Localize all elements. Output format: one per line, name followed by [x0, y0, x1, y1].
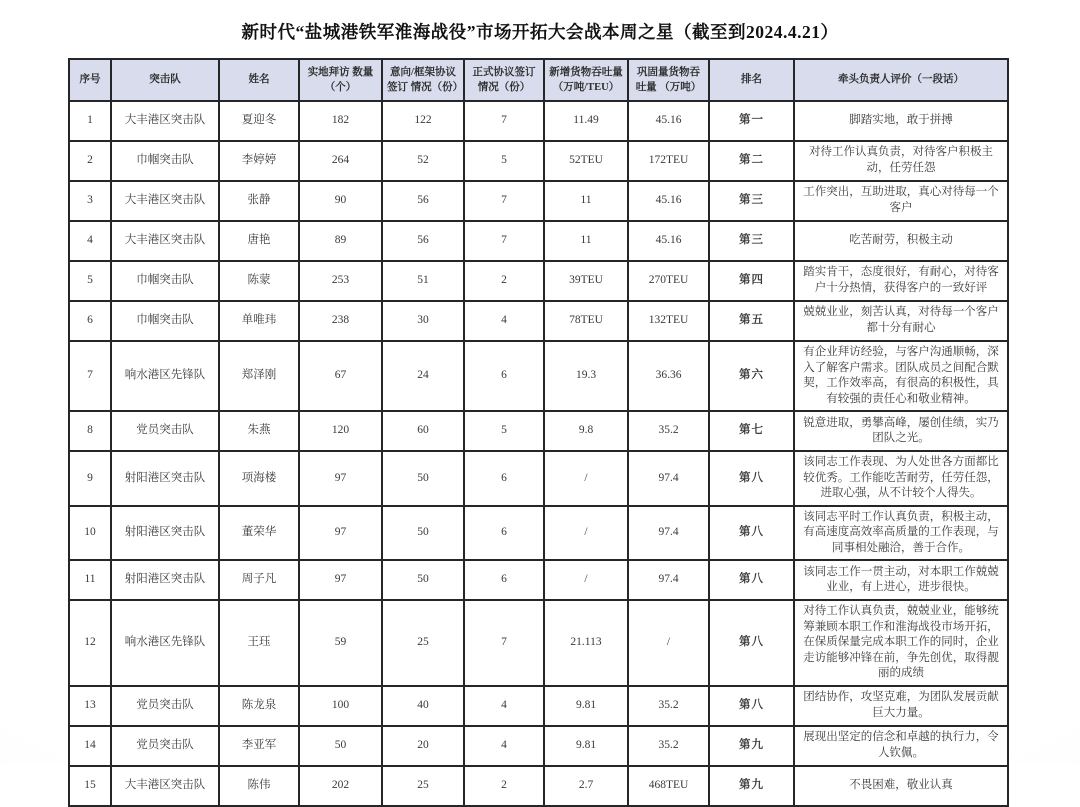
cell-consolidated-throughput: 45.16 — [628, 181, 709, 221]
column-header: 序号 — [69, 59, 111, 101]
cell-intent-agreements: 50 — [382, 506, 464, 561]
cell-comment: 该同志工作一贯主动，对本职工作兢兢业业，有上进心，进步很快。 — [794, 560, 1008, 600]
cell-formal-agreements: 6 — [464, 560, 544, 600]
cell-consolidated-throughput: 97.4 — [628, 560, 709, 600]
cell-consolidated-throughput: 270TEU — [628, 261, 709, 301]
cell-new-throughput: 9.81 — [544, 686, 628, 726]
cell-name: 夏迎冬 — [219, 101, 299, 141]
cell-formal-agreements: 4 — [464, 686, 544, 726]
cell-visits: 67 — [299, 341, 382, 411]
cell-consolidated-throughput: 35.2 — [628, 411, 709, 451]
cell-comment: 锐意进取，勇攀高峰，屡创佳绩，实乃团队之光。 — [794, 411, 1008, 451]
cell-intent-agreements: 60 — [382, 411, 464, 451]
cell-intent-agreements: 56 — [382, 221, 464, 261]
table-row — [69, 451, 1008, 506]
cell-comment: 对待工作认真负责，对待客户积极主动，任劳任怨 — [794, 141, 1008, 181]
cell-formal-agreements: 5 — [464, 411, 544, 451]
cell-rank: 第七 — [709, 411, 794, 451]
cell-intent-agreements: 56 — [382, 181, 464, 221]
column-header: 排名 — [709, 59, 794, 101]
column-header: 意向/框架协议签订 情况（份） — [382, 59, 464, 101]
cell-visits: 264 — [299, 141, 382, 181]
cell-index: 7 — [69, 341, 111, 411]
cell-rank: 第六 — [709, 341, 794, 411]
cell-comment: 吃苦耐劳，积极主动 — [794, 221, 1008, 261]
cell-visits: 50 — [299, 726, 382, 766]
cell-team: 党员突击队 — [111, 411, 219, 451]
column-header: 牵头负责人评价（一段话） — [794, 59, 1008, 101]
cell-new-throughput: 2.7 — [544, 766, 628, 806]
cell-team: 响水港区先锋队 — [111, 341, 219, 411]
cell-formal-agreements: 6 — [464, 451, 544, 506]
cell-name: 王珏 — [219, 600, 299, 686]
cell-team: 大丰港区突击队 — [111, 766, 219, 806]
cell-intent-agreements: 30 — [382, 301, 464, 341]
cell-intent-agreements: 20 — [382, 726, 464, 766]
cell-name: 唐艳 — [219, 221, 299, 261]
cell-comment: 工作突出，互助进取，真心对待每一个客户 — [794, 181, 1008, 221]
cell-team: 大丰港区突击队 — [111, 221, 219, 261]
cell-index: 5 — [69, 261, 111, 301]
table-row — [69, 726, 1008, 766]
cell-rank: 第八 — [709, 686, 794, 726]
cell-intent-agreements: 24 — [382, 341, 464, 411]
cell-name: 李婷婷 — [219, 141, 299, 181]
table-row — [69, 101, 1008, 141]
cell-index: 2 — [69, 141, 111, 181]
cell-formal-agreements: 6 — [464, 506, 544, 561]
column-header: 巩固量货物吞吐量 （万吨） — [628, 59, 709, 101]
cell-rank: 第五 — [709, 301, 794, 341]
table-row — [69, 141, 1008, 181]
cell-comment: 展现出坚定的信念和卓越的执行力，令人钦佩。 — [794, 726, 1008, 766]
cell-comment: 踏实肯干，态度很好，有耐心，对待客户十分热情，获得客户的一致好评 — [794, 261, 1008, 301]
cell-new-throughput: / — [544, 506, 628, 561]
column-header: 正式协议签订 情况（份） — [464, 59, 544, 101]
cell-new-throughput: 52TEU — [544, 141, 628, 181]
column-header: 实地拜访 数量（个） — [299, 59, 382, 101]
cell-new-throughput: 11.49 — [544, 101, 628, 141]
cell-rank: 第九 — [709, 766, 794, 806]
table-header-row — [69, 59, 1008, 101]
cell-new-throughput: 11 — [544, 181, 628, 221]
cell-name: 张静 — [219, 181, 299, 221]
cell-new-throughput: 19.3 — [544, 341, 628, 411]
cell-name: 陈伟 — [219, 766, 299, 806]
cell-comment: 该同志平时工作认真负责，积极主动，有高速度高效率高质量的工作表现，与同事相处融洽，善于合作。 — [794, 506, 1008, 561]
cell-rank: 第三 — [709, 181, 794, 221]
cell-visits: 97 — [299, 560, 382, 600]
cell-intent-agreements: 50 — [382, 560, 464, 600]
cell-visits: 97 — [299, 451, 382, 506]
cell-comment: 不畏困难，敬业认真 — [794, 766, 1008, 806]
cell-index: 6 — [69, 301, 111, 341]
cell-formal-agreements: 2 — [464, 261, 544, 301]
cell-team: 巾帼突击队 — [111, 141, 219, 181]
table-row — [69, 341, 1008, 411]
cell-formal-agreements: 7 — [464, 101, 544, 141]
cell-consolidated-throughput: 132TEU — [628, 301, 709, 341]
cell-rank: 第三 — [709, 221, 794, 261]
cell-team: 射阳港区突击队 — [111, 451, 219, 506]
cell-consolidated-throughput: / — [628, 600, 709, 686]
cell-name: 李亚军 — [219, 726, 299, 766]
cell-index: 3 — [69, 181, 111, 221]
table-row — [69, 560, 1008, 600]
cell-consolidated-throughput: 45.16 — [628, 221, 709, 261]
cell-visits: 182 — [299, 101, 382, 141]
cell-new-throughput: 9.8 — [544, 411, 628, 451]
cell-name: 单唯玮 — [219, 301, 299, 341]
cell-comment: 脚踏实地，敢于拼搏 — [794, 101, 1008, 141]
cell-comment: 兢兢业业，刻苦认真，对待每一个客户都十分有耐心 — [794, 301, 1008, 341]
cell-name: 朱燕 — [219, 411, 299, 451]
cell-formal-agreements: 6 — [464, 341, 544, 411]
column-header: 新增货物吞吐量 （万吨/TEU） — [544, 59, 628, 101]
cell-consolidated-throughput: 172TEU — [628, 141, 709, 181]
cell-intent-agreements: 50 — [382, 451, 464, 506]
table-row — [69, 411, 1008, 451]
cell-visits: 97 — [299, 506, 382, 561]
cell-comment: 有企业拜访经验，与客户沟通顺畅，深入了解客户需求。团队成员之间配合默契，工作效率高，有很高的积极性，具有较强的责任心和敬业精神。 — [794, 341, 1008, 411]
table-row — [69, 506, 1008, 561]
cell-visits: 100 — [299, 686, 382, 726]
cell-visits: 202 — [299, 766, 382, 806]
cell-intent-agreements: 25 — [382, 766, 464, 806]
cell-consolidated-throughput: 35.2 — [628, 686, 709, 726]
cell-rank: 第九 — [709, 726, 794, 766]
cell-consolidated-throughput: 36.36 — [628, 341, 709, 411]
cell-team: 巾帼突击队 — [111, 261, 219, 301]
cell-index: 12 — [69, 600, 111, 686]
cell-comment: 该同志工作表现、为人处世各方面都比较优秀。工作能吃苦耐劳，任劳任怨，进取心强，从不计较个人得失。 — [794, 451, 1008, 506]
cell-new-throughput: / — [544, 451, 628, 506]
cell-name: 项海楼 — [219, 451, 299, 506]
cell-team: 大丰港区突击队 — [111, 181, 219, 221]
cell-rank: 第二 — [709, 141, 794, 181]
cell-consolidated-throughput: 97.4 — [628, 506, 709, 561]
cell-index: 13 — [69, 686, 111, 726]
cell-index: 14 — [69, 726, 111, 766]
column-header: 突击队 — [111, 59, 219, 101]
cell-consolidated-throughput: 45.16 — [628, 101, 709, 141]
cell-index: 11 — [69, 560, 111, 600]
cell-index: 1 — [69, 101, 111, 141]
cell-intent-agreements: 25 — [382, 600, 464, 686]
cell-rank: 第四 — [709, 261, 794, 301]
table-row — [69, 301, 1008, 341]
cell-formal-agreements: 4 — [464, 301, 544, 341]
cell-formal-agreements: 4 — [464, 726, 544, 766]
cell-rank: 第八 — [709, 506, 794, 561]
cell-team: 巾帼突击队 — [111, 301, 219, 341]
cell-visits: 120 — [299, 411, 382, 451]
weekly-star-table — [68, 58, 1009, 807]
cell-intent-agreements: 51 — [382, 261, 464, 301]
cell-name: 陈蒙 — [219, 261, 299, 301]
table-row — [69, 686, 1008, 726]
cell-name: 陈龙泉 — [219, 686, 299, 726]
cell-name: 董荣华 — [219, 506, 299, 561]
cell-team: 射阳港区突击队 — [111, 506, 219, 561]
cell-visits: 253 — [299, 261, 382, 301]
cell-visits: 89 — [299, 221, 382, 261]
cell-visits: 238 — [299, 301, 382, 341]
cell-formal-agreements: 7 — [464, 181, 544, 221]
table-row — [69, 221, 1008, 261]
table-row — [69, 261, 1008, 301]
page-title: 新时代“盐城港铁军淮海战役”市场开拓大会战本周之星（截至到2024.4.21） — [241, 22, 839, 42]
cell-comment: 对待工作认真负责，兢兢业业，能够统筹兼顾本职工作和淮海战役市场开拓，在保质保量完成本职工作的同时，企业走访能够冲锋在前，争先创优，取得靓丽的成绩 — [794, 600, 1008, 686]
cell-consolidated-throughput: 97.4 — [628, 451, 709, 506]
table-row — [69, 766, 1008, 806]
cell-intent-agreements: 122 — [382, 101, 464, 141]
cell-index: 15 — [69, 766, 111, 806]
cell-consolidated-throughput: 35.2 — [628, 726, 709, 766]
cell-new-throughput: 21.113 — [544, 600, 628, 686]
cell-formal-agreements: 5 — [464, 141, 544, 181]
cell-name: 郑泽刚 — [219, 341, 299, 411]
cell-team: 响水港区先锋队 — [111, 600, 219, 686]
cell-new-throughput: / — [544, 560, 628, 600]
cell-team: 党员突击队 — [111, 726, 219, 766]
cell-index: 4 — [69, 221, 111, 261]
cell-new-throughput: 78TEU — [544, 301, 628, 341]
column-header: 姓名 — [219, 59, 299, 101]
cell-new-throughput: 39TEU — [544, 261, 628, 301]
cell-comment: 团结协作，攻坚克难，为团队发展贡献巨大力量。 — [794, 686, 1008, 726]
cell-name: 周子凡 — [219, 560, 299, 600]
table-row — [69, 600, 1008, 686]
cell-team: 党员突击队 — [111, 686, 219, 726]
cell-formal-agreements: 7 — [464, 600, 544, 686]
cell-index: 9 — [69, 451, 111, 506]
cell-team: 大丰港区突击队 — [111, 101, 219, 141]
cell-intent-agreements: 40 — [382, 686, 464, 726]
cell-formal-agreements: 7 — [464, 221, 544, 261]
cell-visits: 59 — [299, 600, 382, 686]
cell-index: 10 — [69, 506, 111, 561]
cell-formal-agreements: 2 — [464, 766, 544, 806]
cell-consolidated-throughput: 468TEU — [628, 766, 709, 806]
cell-team: 射阳港区突击队 — [111, 560, 219, 600]
cell-new-throughput: 9.81 — [544, 726, 628, 766]
cell-intent-agreements: 52 — [382, 141, 464, 181]
cell-rank: 第八 — [709, 560, 794, 600]
cell-new-throughput: 11 — [544, 221, 628, 261]
cell-visits: 90 — [299, 181, 382, 221]
cell-index: 8 — [69, 411, 111, 451]
cell-rank: 第八 — [709, 451, 794, 506]
cell-rank: 第八 — [709, 600, 794, 686]
table-row — [69, 181, 1008, 221]
cell-rank: 第一 — [709, 101, 794, 141]
